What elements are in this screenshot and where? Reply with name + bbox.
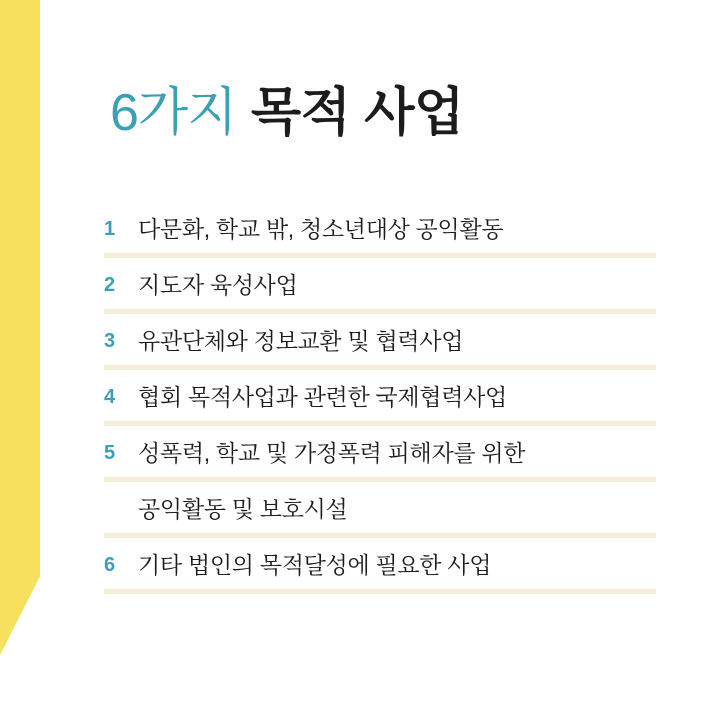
list-item-number: 6 — [104, 554, 116, 576]
list-item — [104, 546, 656, 602]
page-title — [110, 84, 464, 144]
list-item-number: 2 — [104, 274, 116, 296]
list-item — [104, 322, 656, 378]
list-item — [104, 266, 656, 322]
row-underline — [104, 253, 656, 258]
row-underline — [104, 309, 656, 314]
list-item-label: 지도자 육성사업 — [138, 272, 298, 298]
row-underline — [104, 421, 656, 426]
list-item-label: 협회 목적사업과 관련한 국제협력사업 — [138, 384, 507, 410]
list-item-label: 기타 법인의 목적달성에 필요한 사업 — [138, 552, 492, 578]
list-item — [104, 210, 656, 266]
list-item-number: 1 — [104, 218, 116, 240]
list-item-label: 성폭력, 학교 및 가정폭력 피해자를 위한 — [138, 440, 526, 466]
row-underline — [104, 477, 656, 482]
title-main: 목적 사업 — [250, 84, 464, 142]
purpose-list — [104, 210, 656, 602]
list-item-label: 유관단체와 정보교환 및 협력사업 — [138, 328, 464, 354]
list-item-number: 4 — [104, 386, 116, 408]
list-item-number: 5 — [104, 442, 116, 464]
list-item-continuation — [104, 490, 656, 546]
list-item-label: 다문화, 학교 밖, 청소년대상 공익활동 — [138, 216, 504, 242]
row-underline — [104, 365, 656, 370]
list-item-label: 공익활동 및 보호시설 — [138, 496, 348, 522]
row-underline — [104, 589, 656, 594]
left-accent-bar — [0, 0, 40, 655]
list-item — [104, 378, 656, 434]
row-underline — [104, 533, 656, 538]
list-item-number — [104, 490, 138, 492]
list-item — [104, 434, 656, 490]
list-item-number: 3 — [104, 330, 116, 352]
title-count: 6가지 — [110, 84, 237, 142]
